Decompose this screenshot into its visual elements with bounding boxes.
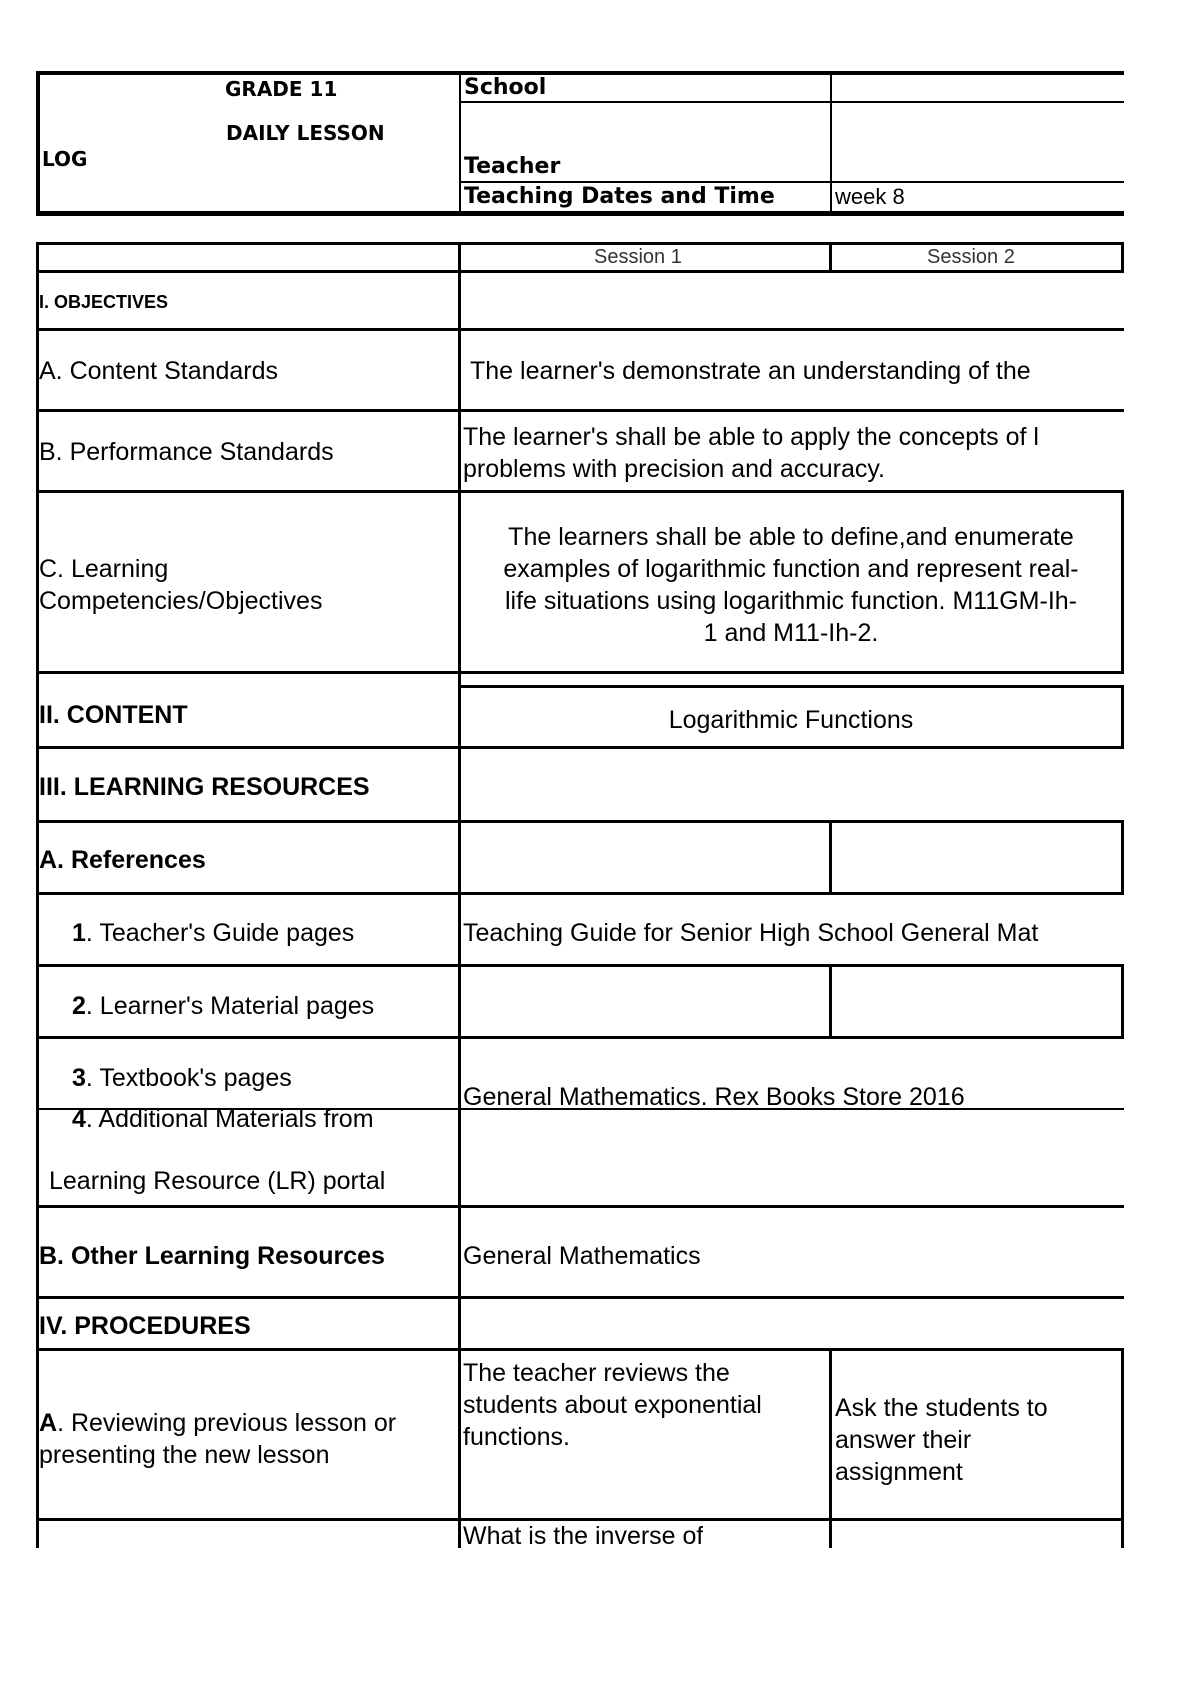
resources-row-bottom — [36, 820, 1124, 823]
competencies-text-3: life situations using logarithmic function. M11GM-Ih- — [505, 587, 1077, 615]
competencies-row-bottom — [36, 671, 1124, 674]
table-col-divider — [458, 242, 461, 1548]
procedures-heading: IV. PROCEDURES — [39, 1312, 251, 1340]
header-top-border — [36, 71, 1124, 75]
other-resources-label: B. Other Learning Resources — [39, 1242, 385, 1270]
references-row-bottom — [36, 892, 1124, 895]
performance-standards-text-1: The learner's shall be able to apply the concepts of l — [463, 423, 1039, 451]
additional-label-1 — [72, 1107, 374, 1132]
competencies-label-1: C. Learning — [39, 555, 169, 583]
reviewing-session2-line2: answer their — [835, 1426, 972, 1454]
teachers-guide-row-bottom — [36, 964, 1124, 967]
content-heading: II. CONTENT — [39, 701, 188, 729]
learners-material-num: 2 — [72, 992, 86, 1020]
additional-num: 4 — [72, 1105, 86, 1133]
school-label: School — [464, 75, 547, 100]
reviewing-label-2: presenting the new lesson — [39, 1441, 330, 1469]
references-divider — [829, 820, 832, 894]
next-session1-line1: What is the inverse of — [463, 1524, 704, 1548]
content-standards-text: The learner's demonstrate an understanding of the — [470, 357, 1031, 385]
content-box-top — [458, 685, 1124, 688]
learners-right — [1121, 964, 1124, 1038]
reviewing-session1-line3: functions. — [463, 1423, 571, 1451]
learners-row-bottom — [36, 1036, 1124, 1039]
other-resources-value: General Mathematics — [463, 1242, 701, 1270]
additional-row-bottom — [36, 1205, 1124, 1208]
content-text: Logarithmic Functions — [668, 706, 914, 734]
teachers-guide-num: 1 — [72, 919, 86, 947]
reviewing-session1-line1: The teacher reviews the — [463, 1359, 730, 1387]
header-left-border — [36, 71, 40, 216]
content-box-right — [1121, 685, 1124, 749]
competencies-label-2: Competencies/Objectives — [39, 587, 323, 615]
teachers-guide-text-label: . Teacher's Guide pages — [85, 919, 355, 947]
references-right — [1121, 820, 1124, 894]
content-standards-row-bottom — [36, 409, 1124, 412]
textbook-num: 3 — [72, 1064, 86, 1092]
header-bottom-border — [36, 211, 1124, 216]
references-label: A. References — [39, 846, 206, 874]
header-divider-2 — [830, 75, 832, 212]
learners-material-text-label: . Learner's Material pages — [85, 992, 375, 1020]
session-row-bottom — [36, 270, 1124, 273]
teachers-guide-label — [72, 921, 354, 946]
reviewing-label-1 — [39, 1411, 396, 1436]
reviewing-row-bottom — [36, 1518, 1124, 1521]
learners-material-label — [72, 994, 374, 1019]
reviewing-letter: A — [39, 1409, 58, 1437]
competencies-text-1: The learners shall be able to define,and enumerate — [508, 523, 1074, 551]
content-row-bottom — [36, 746, 1124, 749]
header-row-line-2 — [459, 181, 1124, 183]
dates-value[interactable]: week 8 — [835, 184, 905, 209]
teachers-guide-value: Teaching Guide for Senior High School General Mat — [463, 919, 1039, 947]
header-divider-1 — [459, 75, 461, 212]
additional-label-2: Learning Resource (LR) portal — [49, 1167, 386, 1195]
textbook-text-label: . Textbook's pages — [85, 1064, 292, 1092]
session-1-header: Session 1 — [594, 246, 682, 268]
table-top-border — [36, 242, 1124, 245]
performance-standards-text-2: problems with precision and accuracy. — [463, 455, 885, 483]
log-title: LOG — [42, 147, 88, 171]
content-standards-label: A. Content Standards — [39, 357, 279, 385]
header-row-line-1 — [459, 101, 1124, 103]
competencies-text-2: examples of logarithmic function and represent real- — [503, 555, 1079, 583]
daily-lesson-title: DAILY LESSON — [226, 121, 385, 145]
performance-row-bottom — [36, 490, 1124, 493]
dates-label: Teaching Dates and Time — [464, 184, 775, 209]
learners-divider — [829, 964, 832, 1038]
textbook-label — [72, 1066, 292, 1091]
session-2-header: Session 2 — [927, 246, 1015, 268]
resources-heading: III. LEARNING RESOURCES — [39, 773, 370, 801]
performance-standards-label: B. Performance Standards — [39, 438, 334, 466]
other-row-bottom — [36, 1296, 1124, 1299]
reviewing-text-label: . Reviewing previous lesson or — [57, 1409, 397, 1437]
objectives-row-bottom — [36, 328, 1124, 331]
session-divider — [829, 242, 832, 273]
objectives-heading: I. OBJECTIVES — [39, 292, 169, 312]
reviewing-session1-line2: students about exponential — [463, 1391, 762, 1419]
reviewing-session2-line1: Ask the students to — [835, 1394, 1048, 1422]
procedures-row-bottom — [36, 1348, 1124, 1351]
reviewing-session2-line3: assignment — [835, 1458, 963, 1486]
competencies-text-4: 1 and M11-Ih-2. — [703, 619, 879, 647]
competencies-right-border — [1121, 490, 1124, 673]
teacher-label: Teacher — [464, 154, 561, 179]
textbook-value: General Mathematics. Rex Books Store 2016 — [463, 1083, 965, 1111]
session-right-border — [1121, 242, 1124, 273]
additional-text-label: . Additional Materials from — [85, 1105, 374, 1133]
grade-label: GRADE 11 — [225, 77, 338, 101]
